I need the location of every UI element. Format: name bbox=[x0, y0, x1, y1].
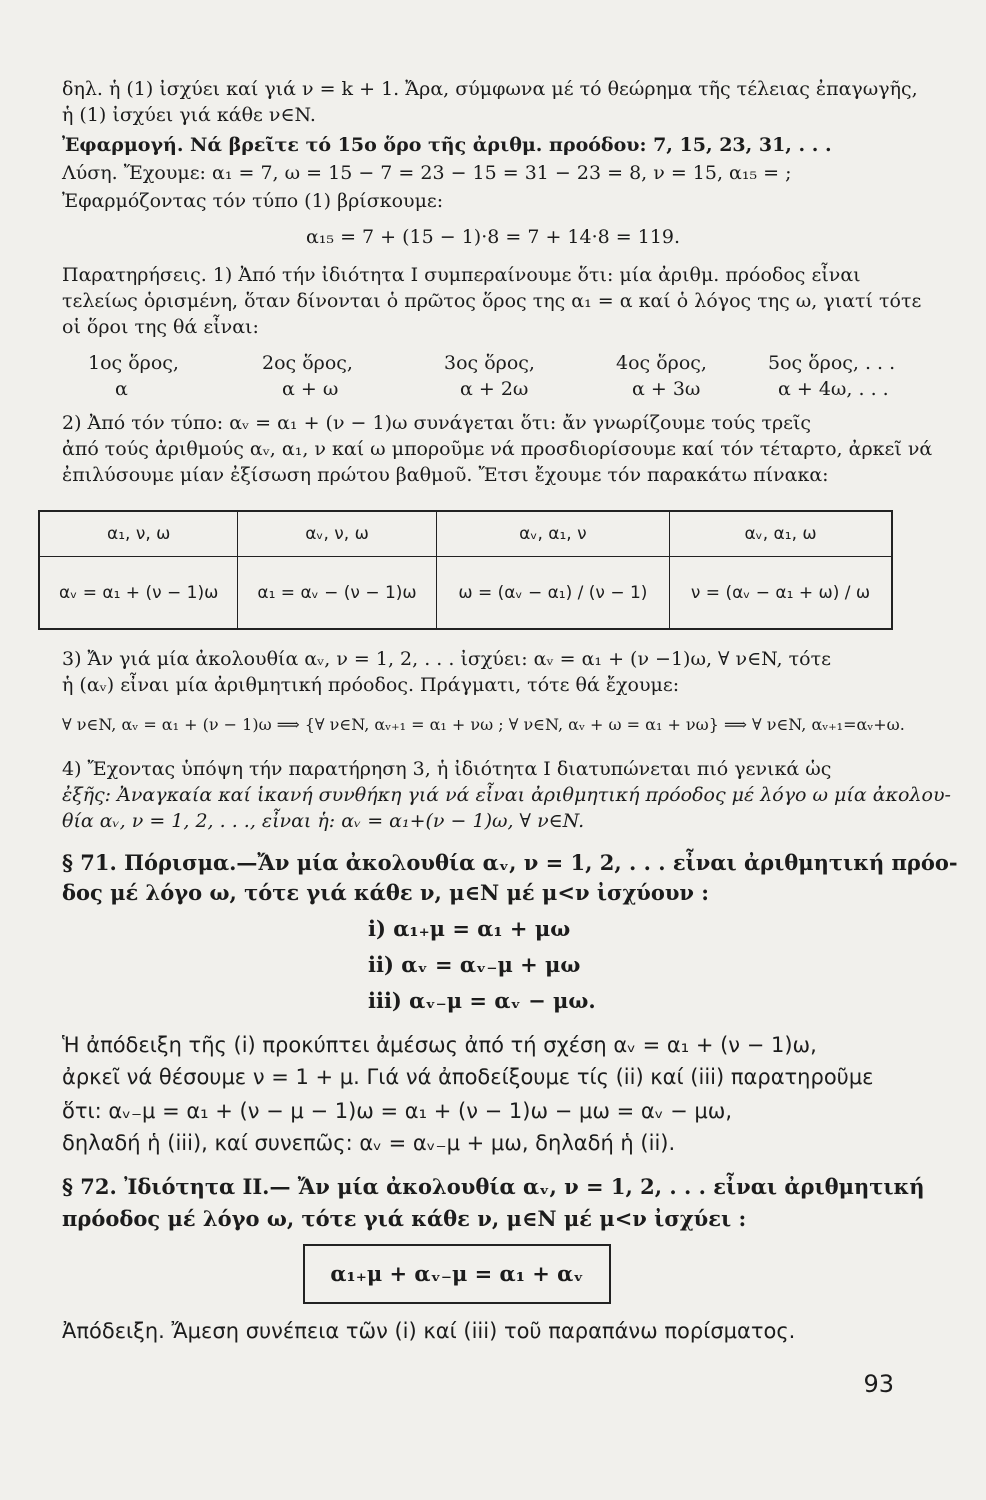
remarks-line: Παρατηρήσεις. 1) Ἀπό τήν ἰδιότητα I συμπεραίνουμε ὅτι: μία ἀριθμ. πρόοδος εἶναι bbox=[62, 264, 861, 286]
implication-line: ∀ ν∈N, αᵥ = α₁ + (ν − 1)ω ⟹ {∀ ν∈N, αᵥ₊₁ = α₁ + νω ; ∀ ν∈N, αᵥ + ω = α₁ + νω} ⟹ ∀ ν∈N, αᵥ₊₁=αᵥ+ω. bbox=[62, 715, 905, 734]
text-line: δηλ. ἡ (1) ἰσχύει καί γιά ν = k + 1. Ἄρα, σύμφωνα μέ τό θεώρημα τῆς τέλειας ἐπαγωγῆς, bbox=[62, 78, 918, 100]
term-label: 2ος ὅρος, bbox=[262, 352, 353, 374]
proof-line: ἀρκεῖ νά θέσουμε ν = 1 + μ. Γιά νά ἀποδείξουμε τίς (ii) καί (iii) παρατηροῦμε bbox=[62, 1065, 874, 1089]
term-label: 4ος ὅρος, bbox=[616, 352, 707, 374]
term-value: α + 2ω bbox=[460, 378, 529, 400]
table-cell: αᵥ = α₁ + (ν − 1)ω bbox=[39, 557, 238, 630]
corollary-formula-iii: iii) αᵥ₋μ = αᵥ − μω. bbox=[368, 988, 596, 1013]
term-value: α + ω bbox=[282, 378, 339, 400]
text-line: 3) Ἄν γιά μία ἀκολουθία αᵥ, ν = 1, 2, . . . ἰσχύει: αᵥ = α₁ + (ν −1)ω, ∀ ν∈N, τότε bbox=[62, 648, 831, 670]
text-line: ἡ (αᵥ) εἶναι μία ἀριθμητική πρόοδος. Πράγματι, τότε θά ἔχουμε: bbox=[62, 674, 680, 696]
table-cell: ω = (αᵥ − α₁) / (ν − 1) bbox=[436, 557, 669, 630]
page-number: 93 bbox=[863, 1370, 894, 1398]
text-line: οἱ ὅροι της θά εἶναι: bbox=[62, 316, 259, 338]
boxed-formula: α₁₊μ + αᵥ₋μ = α₁ + αᵥ bbox=[303, 1244, 611, 1304]
text-line: ἀπό τούς ἀριθμούς αᵥ, α₁, ν καί ω μποροῦμε νά προσδιορίσουμε καί τόν τέταρτο, ἀρκεῖ νά bbox=[62, 438, 933, 460]
text-line: ἡ (1) ἰσχύει γιά κάθε ν∈N. bbox=[62, 104, 316, 126]
condition-line: ἐξῆς: Ἀναγκαία καί ἱκανή συνθήκη γιά νά εἶναι ἀριθμητική πρόοδος μέ λόγο ω μία ἀκολου- bbox=[62, 784, 951, 806]
text-line: τελείως ὁρισμένη, ὅταν δίνονται ὁ πρῶτος ὅρος της α₁ = α καί ὁ λόγος της ω, γιατί τότε bbox=[62, 290, 922, 312]
term-label: 3ος ὅρος, bbox=[444, 352, 535, 374]
section-71-heading: § 71. Πόρισμα.—Ἄν μία ἀκολουθία αᵥ, ν = 1, 2, . . . εἶναι ἀριθμητική πρόο- bbox=[62, 850, 958, 875]
proof-line: δηλαδή ἡ (iii), καί συνεπῶς: αᵥ = αᵥ₋μ + μω, δηλαδή ἡ (ii). bbox=[62, 1131, 676, 1155]
text-line: ἐπιλύσουμε μίαν ἐξίσωση πρώτου βαθμοῦ. Ἔτσι ἔχουμε τόν παρακάτω πίνακα: bbox=[62, 464, 829, 486]
proof-line: Ἀπόδειξη. Ἄμεση συνέπεια τῶν (i) καί (iii) τοῦ παραπάνω πορίσματος. bbox=[62, 1319, 796, 1343]
text-line: 4) Ἔχοντας ὑπόψη τήν παρατήρηση 3, ἡ ἰδιότητα I διατυπώνεται πιό γενικά ὡς bbox=[62, 758, 832, 780]
table-header: αᵥ, α₁, ω bbox=[670, 511, 892, 557]
corollary-formula-i: i) α₁₊μ = α₁ + μω bbox=[368, 916, 571, 941]
text-line: 2) Ἀπό τόν τύπο: αᵥ = α₁ + (ν − 1)ω συνάγεται ὅτι: ἄν γνωρίζουμε τούς τρεῖς bbox=[62, 412, 812, 434]
term-label: 5ος ὅρος, . . . bbox=[768, 352, 896, 374]
table-cell: ν = (αᵥ − α₁ + ω) / ω bbox=[670, 557, 892, 630]
proof-line: ὅτι: αᵥ₋μ = α₁ + (ν − μ − 1)ω = α₁ + (ν − 1)ω − μω = αᵥ − μω, bbox=[62, 1099, 733, 1123]
term-value: α + 4ω, . . . bbox=[778, 378, 889, 400]
section-72-heading: § 72. Ἰδιότητα II.— Ἄν μία ἀκολουθία αᵥ, ν = 1, 2, . . . εἶναι ἀριθμητική bbox=[62, 1174, 925, 1199]
formula-table bbox=[38, 510, 893, 630]
term-value: α bbox=[115, 378, 128, 400]
formula-line: α₁₅ = 7 + (15 − 1)·8 = 7 + 14·8 = 119. bbox=[305, 226, 681, 248]
term-value: α + 3ω bbox=[632, 378, 701, 400]
table-header: α₁, ν, ω bbox=[39, 511, 238, 557]
text-line: Ἐφαρμόζοντας τόν τύπο (1) βρίσκουμε: bbox=[62, 190, 444, 212]
table-cell: α₁ = αᵥ − (ν − 1)ω bbox=[238, 557, 436, 630]
table-header: αᵥ, ν, ω bbox=[238, 511, 436, 557]
section-72-heading: πρόοδος μέ λόγο ω, τότε γιά κάθε ν, μ∈N μέ μ<ν ἰσχύει : bbox=[62, 1206, 747, 1231]
section-71-heading: δος μέ λόγο ω, τότε γιά κάθε ν, μ∈N μέ μ<ν ἰσχύουν : bbox=[62, 880, 710, 905]
condition-line: θία αᵥ, ν = 1, 2, . . ., εἶναι ἡ: αᵥ = α₁+(ν − 1)ω, ∀ ν∈N. bbox=[62, 810, 585, 832]
application-heading: Ἐφαρμογή. Νά βρεῖτε τό 15ο ὅρο τῆς ἀριθμ. προόδου: 7, 15, 23, 31, . . . bbox=[62, 134, 832, 156]
term-label: 1ος ὅρος, bbox=[88, 352, 179, 374]
table-header: αᵥ, α₁, ν bbox=[436, 511, 669, 557]
solution-line: Λύση. Ἔχουμε: α₁ = 7, ω = 15 − 7 = 23 − 15 = 31 − 23 = 8, ν = 15, α₁₅ = ; bbox=[62, 162, 792, 184]
corollary-formula-ii: ii) αᵥ = αᵥ₋μ + μω bbox=[368, 952, 581, 977]
proof-line: Ἡ ἀπόδειξη τῆς (i) προκύπτει ἀμέσως ἀπό τή σχέση αᵥ = α₁ + (ν − 1)ω, bbox=[62, 1033, 817, 1057]
